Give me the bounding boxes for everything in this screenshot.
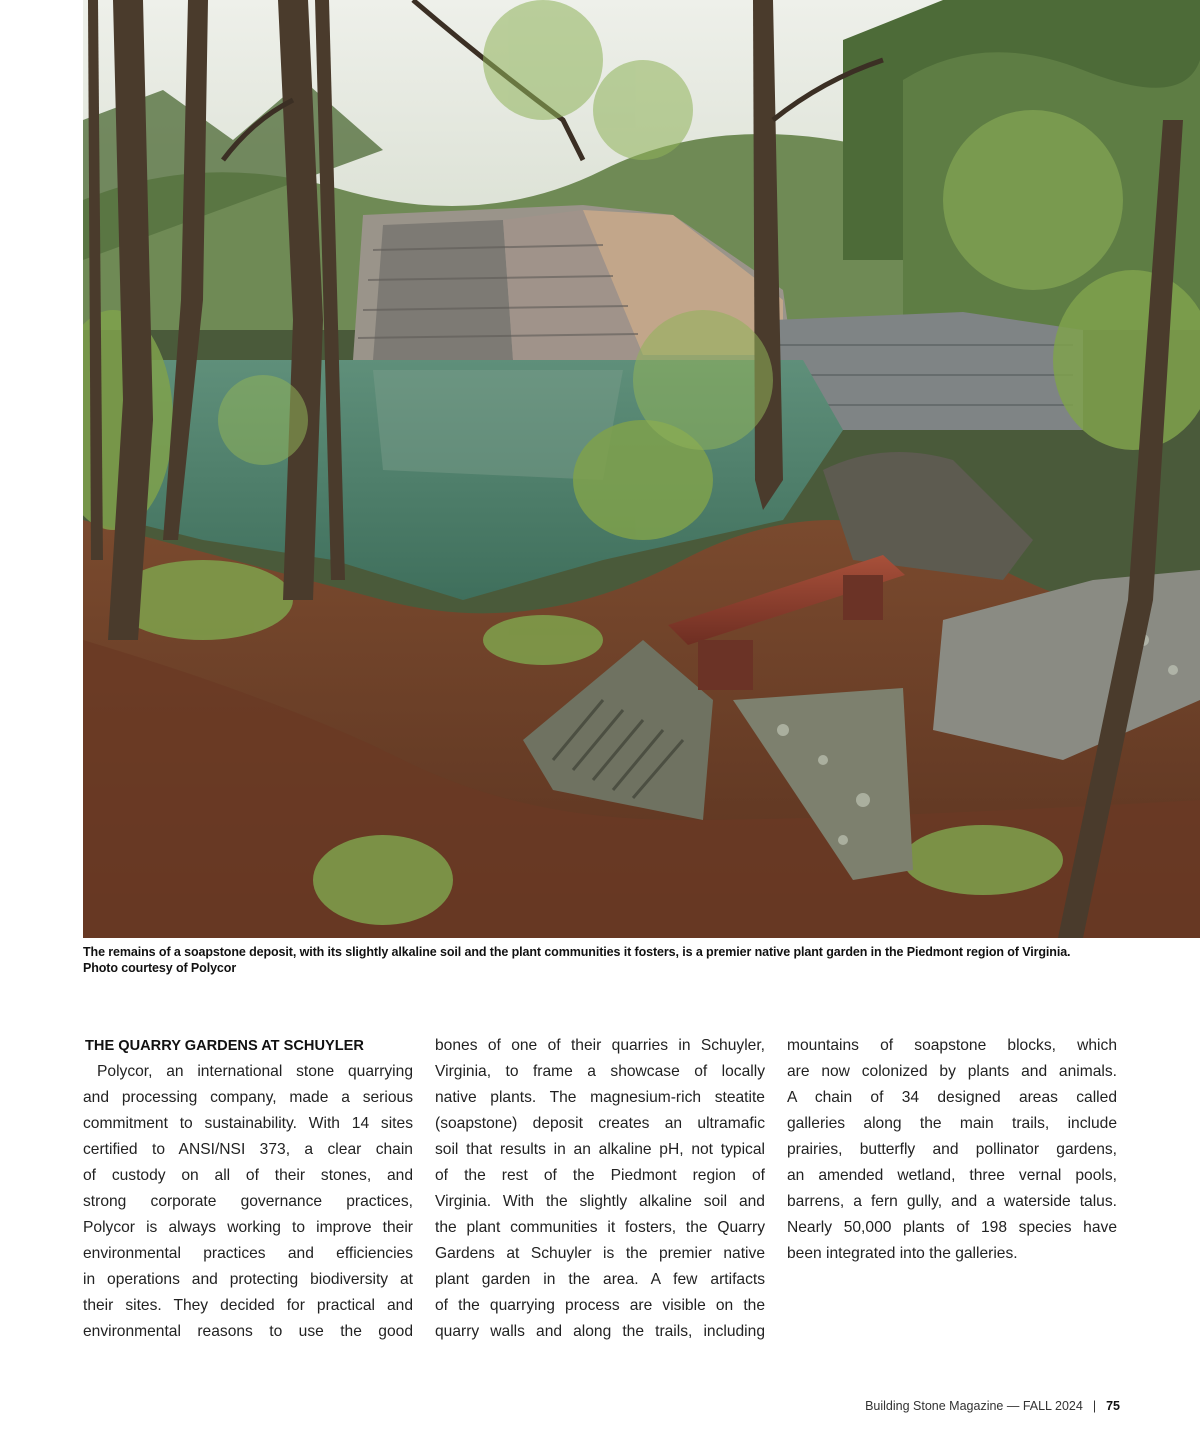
caption-text: The remains of a soapstone deposit, with its slightly alkaline soil and the plant communities it fosters, is a premier native plant garden in the Piedmont region of Virginia. — [83, 945, 1071, 959]
article-column-2 — [435, 1033, 765, 1345]
photo-illustration — [83, 0, 1200, 938]
text-line: environmental reasons to use the good — [83, 1323, 413, 1340]
text-line: native plants. The magnesium-rich steatite — [435, 1089, 765, 1106]
text-line: prairies, butterfly and pollinator gardens, — [787, 1141, 1117, 1158]
text-line: Gardens at Schuyler is the premier native — [435, 1245, 765, 1262]
text-line: environmental practices and efficiencies — [83, 1245, 413, 1262]
photo-credit: Photo courtesy of Polycor — [83, 961, 237, 975]
text-line: galleries along the main trails, include — [787, 1115, 1117, 1132]
text-line: Polycor is always working to improve their — [83, 1219, 413, 1236]
text-line: their sites. They decided for practical and — [83, 1297, 413, 1314]
text-line: Virginia, to frame a showcase of locally — [435, 1063, 765, 1080]
text-line: (soapstone) deposit creates an ultramafic — [435, 1115, 765, 1132]
quarry-garden-photo — [83, 0, 1200, 938]
text-line: are now colonized by plants and animals. — [787, 1063, 1117, 1080]
magazine-issue: Building Stone Magazine — FALL 2024 — [865, 1399, 1083, 1413]
text-line: plant garden in the area. A few artifacts — [435, 1271, 765, 1288]
text-line: and processing company, made a serious — [83, 1089, 413, 1106]
text-line: Nearly 50,000 plants of 198 species have — [787, 1219, 1117, 1236]
photo-caption — [83, 944, 1143, 976]
article-column-3 — [787, 1033, 1117, 1267]
text-line: an amended wetland, three vernal pools, — [787, 1167, 1117, 1184]
text-line: of the rest of the Piedmont region of — [435, 1167, 765, 1184]
text-line: soil that results in an alkaline pH, not typical — [435, 1141, 765, 1158]
text-line: commitment to sustainability. With 14 sites — [83, 1115, 413, 1132]
text-line: the plant communities it fosters, the Quarry — [435, 1219, 765, 1236]
text-line: mountains of soapstone blocks, which — [787, 1037, 1117, 1054]
text-line: Virginia. With the slightly alkaline soil and — [435, 1193, 765, 1210]
page-number: 75 — [1106, 1399, 1120, 1413]
section-heading: THE QUARRY GARDENS AT SCHUYLER — [85, 1038, 364, 1054]
text-line: been integrated into the galleries. — [787, 1245, 1018, 1262]
text-line: barrens, a fern gully, and a waterside talus. — [787, 1193, 1117, 1210]
text-line: of the quarrying process are visible on the — [435, 1297, 765, 1314]
text-line: bones of one of their quarries in Schuyler, — [435, 1037, 765, 1054]
text-line: quarry walls and along the trails, including — [435, 1323, 765, 1340]
article-column-1 — [83, 1033, 413, 1345]
text-line: of custody on all of their stones, and — [83, 1167, 413, 1184]
text-line: in operations and protecting biodiversity at — [83, 1271, 413, 1288]
page-footer — [865, 1397, 1120, 1415]
text-line: strong corporate governance practices, — [83, 1193, 413, 1210]
text-line: A chain of 34 designed areas called — [787, 1089, 1117, 1106]
text-line: Polycor, an international stone quarrying — [97, 1063, 413, 1080]
text-line: certified to ANSI/NSI 373, a clear chain — [83, 1141, 413, 1158]
footer-separator: | — [1092, 1399, 1097, 1413]
